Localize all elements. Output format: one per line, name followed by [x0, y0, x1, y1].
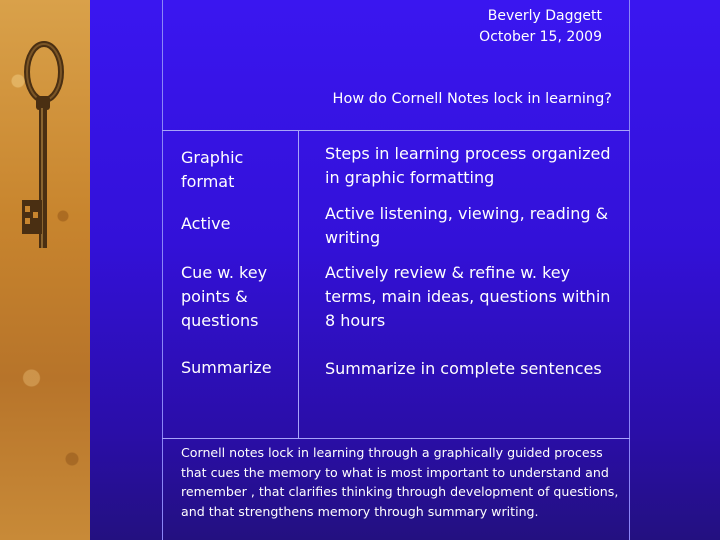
summary-divider: [162, 438, 630, 439]
summary-text: Cornell notes lock in learning through a graphically guided process that cues the memory to what is most important to understand and remember , that clarifies thinking through development of questions, and that strengthens memory through summary writing.: [181, 445, 619, 519]
note-cell: Summarize in complete sentences: [325, 359, 602, 378]
note-cell: Active listening, viewing, reading & writing: [325, 204, 609, 247]
note-cell: Steps in learning process organized in graphic formatting: [325, 144, 611, 187]
table-top-divider: [162, 130, 630, 131]
note-cell: Actively review & refine w. key terms, main ideas, questions within 8 hours: [325, 263, 611, 330]
author-date: October 15, 2009: [479, 29, 602, 45]
cue-cell: Active: [181, 214, 231, 233]
author-block: [479, 6, 602, 48]
cue-cell: Cue w. key points & questions: [181, 263, 268, 330]
key-photo: [0, 0, 90, 540]
author-name: Beverly Daggett: [487, 8, 602, 24]
page-title: How do Cornell Notes lock in learning?: [332, 91, 612, 107]
cue-cell: Summarize: [181, 358, 272, 377]
old-iron-key-icon: [0, 0, 90, 540]
column-divider: [298, 131, 299, 439]
cue-cell: Graphic format: [181, 148, 244, 191]
